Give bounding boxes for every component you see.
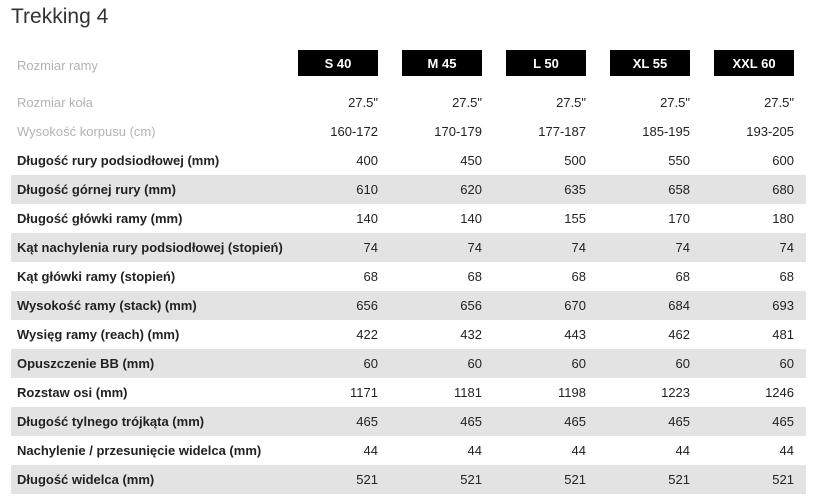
table-cell: 450: [460, 153, 482, 168]
page-title: Trekking 4: [11, 5, 109, 28]
row-label: Długość główki ramy (mm): [17, 211, 183, 226]
table-cell: 27.5": [348, 95, 378, 110]
table-cell: 684: [668, 298, 690, 313]
table-row: [11, 146, 806, 175]
table-cell: 60: [779, 356, 794, 371]
table-cell: 180: [772, 211, 794, 226]
table-cell: 44: [467, 443, 482, 458]
table-cell: 1198: [558, 385, 586, 400]
table-cell: 521: [564, 472, 586, 487]
table-cell: 521: [668, 472, 690, 487]
table-cell: 68: [467, 269, 482, 284]
table-cell: 74: [571, 240, 586, 255]
row-label: Wysokość ramy (stack) (mm): [17, 298, 197, 313]
table-row: [11, 407, 806, 436]
table-row: [11, 262, 806, 291]
table-cell: 658: [668, 182, 690, 197]
table-cell: 443: [564, 327, 586, 342]
table-cell: 1246: [765, 385, 794, 400]
row-label: Długość rury podsiodłowej (mm): [17, 153, 220, 168]
table-row: [11, 204, 806, 233]
table-cell: 74: [779, 240, 794, 255]
table-cell: 60: [571, 356, 586, 371]
table-row: [11, 349, 806, 378]
table-cell: 155: [564, 211, 586, 226]
table-cell: 185-195: [642, 124, 690, 139]
table-cell: 74: [467, 240, 482, 255]
table-cell: 44: [571, 443, 586, 458]
table-cell: 1181: [454, 385, 482, 400]
table-cell: 1223: [661, 385, 690, 400]
size-button-xxl[interactable]: XXL 60: [714, 50, 794, 76]
table-cell: 68: [675, 269, 690, 284]
table-cell: 74: [675, 240, 690, 255]
table-cell: 610: [356, 182, 378, 197]
table-cell: 465: [460, 414, 482, 429]
row-label: Wysięg ramy (reach) (mm): [17, 327, 180, 342]
geometry-table: [11, 46, 806, 494]
row-label: Wysokość korpusu (cm): [17, 124, 156, 139]
table-cell: 693: [772, 298, 794, 313]
table-cell: 27.5": [764, 95, 794, 110]
table-cell: 140: [356, 211, 378, 226]
table-cell: 170: [668, 211, 690, 226]
table-cell: 465: [772, 414, 794, 429]
table-cell: 465: [564, 414, 586, 429]
table-cell: 670: [564, 298, 586, 313]
row-label: Opuszczenie BB (mm): [17, 356, 155, 371]
row-label: Rozstaw osi (mm): [17, 385, 128, 400]
table-cell: 74: [363, 240, 378, 255]
table-cell: 600: [772, 153, 794, 168]
table-cell: 521: [772, 472, 794, 487]
row-label: Długość górnej rury (mm): [17, 182, 176, 197]
table-cell: 140: [460, 211, 482, 226]
table-cell: 60: [467, 356, 482, 371]
table-cell: 170-179: [434, 124, 482, 139]
table-cell: 44: [675, 443, 690, 458]
table-row: [11, 233, 806, 262]
size-button-xl[interactable]: XL 55: [610, 50, 690, 76]
size-header-row: [11, 46, 806, 84]
row-label: Nachylenie / przesunięcie widelca (mm): [17, 443, 262, 458]
size-button-m[interactable]: M 45: [402, 50, 482, 76]
table-cell: 60: [675, 356, 690, 371]
row-label: Kąt nachylenia rury podsiodłowej (stopień): [17, 240, 283, 255]
table-row: [11, 436, 806, 465]
frame-size-label: Rozmiar ramy: [17, 57, 98, 73]
table-cell: 500: [564, 153, 586, 168]
table-row: [11, 378, 806, 407]
table-cell: 620: [460, 182, 482, 197]
table-row: [11, 117, 806, 146]
table-cell: 27.5": [556, 95, 586, 110]
table-cell: 27.5": [452, 95, 482, 110]
table-cell: 465: [668, 414, 690, 429]
size-button-s[interactable]: S 40: [298, 50, 378, 76]
row-label: Rozmiar koła: [17, 95, 93, 110]
table-row: [11, 175, 806, 204]
table-cell: 68: [571, 269, 586, 284]
table-cell: 635: [564, 182, 586, 197]
size-button-l[interactable]: L 50: [506, 50, 586, 76]
table-cell: 68: [779, 269, 794, 284]
row-label: Długość widelca (mm): [17, 472, 155, 487]
table-cell: 177-187: [538, 124, 586, 139]
table-cell: 521: [356, 472, 378, 487]
row-label: Kąt główki ramy (stopień): [17, 269, 176, 284]
table-cell: 465: [356, 414, 378, 429]
table-cell: 193-205: [746, 124, 794, 139]
table-row: [11, 320, 806, 349]
row-label: Długość tylnego trójkąta (mm): [17, 414, 205, 429]
table-cell: 550: [668, 153, 690, 168]
table-row: [11, 88, 806, 117]
table-cell: 521: [460, 472, 482, 487]
table-cell: 1171: [350, 385, 378, 400]
table-cell: 656: [460, 298, 482, 313]
table-cell: 422: [356, 327, 378, 342]
table-body: [11, 88, 806, 494]
table-cell: 462: [668, 327, 690, 342]
table-cell: 44: [363, 443, 378, 458]
table-cell: 481: [772, 327, 794, 342]
table-row: [11, 291, 806, 320]
table-cell: 656: [356, 298, 378, 313]
table-cell: 27.5": [660, 95, 690, 110]
table-cell: 68: [363, 269, 378, 284]
table-row: [11, 465, 806, 494]
table-cell: 400: [356, 153, 378, 168]
table-cell: 432: [460, 327, 482, 342]
table-cell: 680: [772, 182, 794, 197]
table-cell: 44: [779, 443, 794, 458]
table-cell: 160-172: [330, 124, 378, 139]
table-cell: 60: [363, 356, 378, 371]
